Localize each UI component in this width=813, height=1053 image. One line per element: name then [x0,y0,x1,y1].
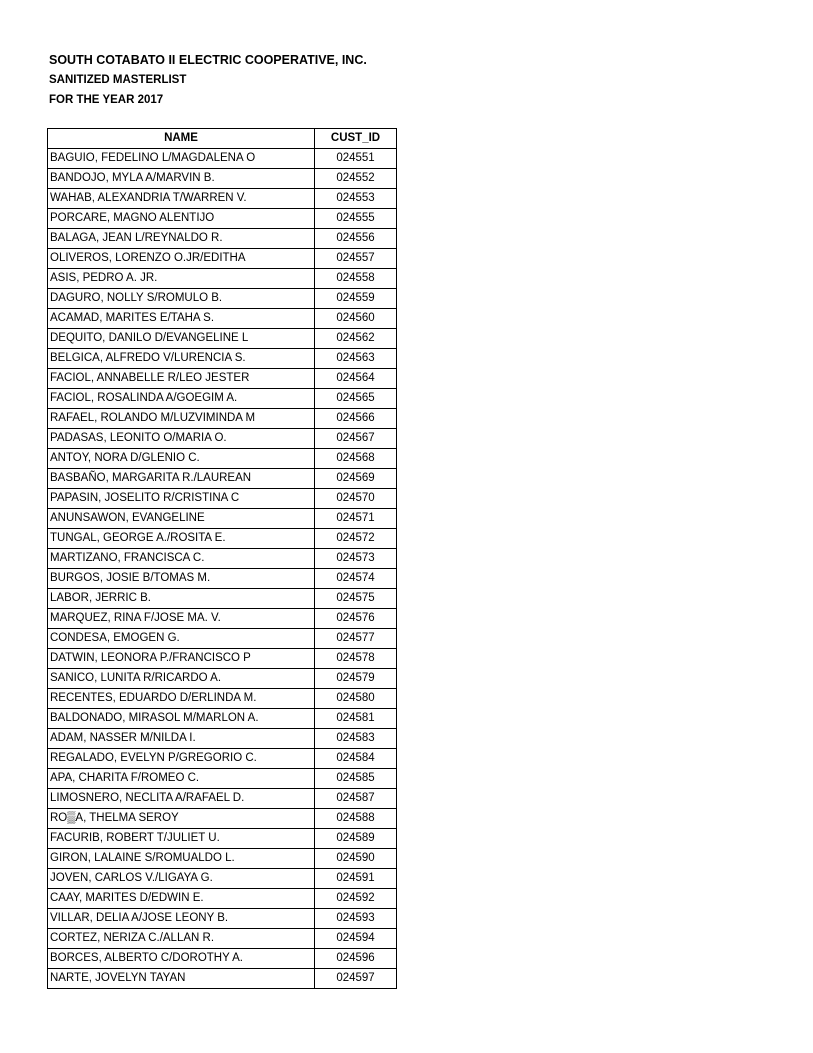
cell-cust-id: 024558 [315,269,397,289]
table-row [48,509,397,529]
cell-cust-id: 024581 [315,709,397,729]
cell-cust-id: 024567 [315,429,397,449]
cell-cust-id: 024559 [315,289,397,309]
cell-name: ASIS, PEDRO A. JR. [48,269,315,289]
table-row [48,409,397,429]
cell-name: BANDOJO, MYLA A/MARVIN B. [48,169,315,189]
cell-name: BALDONADO, MIRASOL M/MARLON A. [48,709,315,729]
cell-cust-id: 024590 [315,849,397,869]
cell-name: SANICO, LUNITA R/RICARDO A. [48,669,315,689]
cell-name: MARTIZANO, FRANCISCA C. [48,549,315,569]
cell-name: PAPASIN, JOSELITO R/CRISTINA C [48,489,315,509]
cell-cust-id: 024553 [315,189,397,209]
table-row [48,209,397,229]
cell-cust-id: 024592 [315,889,397,909]
table-row [48,149,397,169]
cell-name: PADASAS, LEONITO O/MARIA O. [48,429,315,449]
table-header-row [48,129,397,149]
cell-name: FACIOL, ANNABELLE R/LEO JESTER [48,369,315,389]
cell-name: MARQUEZ, RINA F/JOSE MA. V. [48,609,315,629]
cell-cust-id: 024566 [315,409,397,429]
table-row [48,909,397,929]
document-header [49,50,367,110]
masterlist-table [47,128,397,989]
cell-cust-id: 024594 [315,929,397,949]
cell-name: JOVEN, CARLOS V./LIGAYA G. [48,869,315,889]
table-row [48,849,397,869]
cell-name: APA, CHARITA F/ROMEO C. [48,769,315,789]
cell-cust-id: 024560 [315,309,397,329]
cell-name: CAAY, MARITES D/EDWIN E. [48,889,315,909]
cell-cust-id: 024591 [315,869,397,889]
table-row [48,949,397,969]
cell-cust-id: 024585 [315,769,397,789]
table-row [48,969,397,989]
cell-cust-id: 024562 [315,329,397,349]
cell-cust-id: 024580 [315,689,397,709]
table-row [48,249,397,269]
table-row [48,689,397,709]
cell-cust-id: 024569 [315,469,397,489]
table-row [48,709,397,729]
cell-name: NARTE, JOVELYN TAYAN [48,969,315,989]
table-row [48,289,397,309]
cell-name: PORCARE, MAGNO ALENTIJO [48,209,315,229]
table-row [48,309,397,329]
document-period: FOR THE YEAR 2017 [49,94,164,106]
table-row [48,229,397,249]
cell-name: REGALADO, EVELYN P/GREGORIO C. [48,749,315,769]
cell-name: ADAM, NASSER M/NILDA I. [48,729,315,749]
cell-name: FACURIB, ROBERT T/JULIET U. [48,829,315,849]
column-header-name: NAME [48,129,315,149]
cell-cust-id: 024571 [315,509,397,529]
cell-cust-id: 024555 [315,209,397,229]
cell-cust-id: 024573 [315,549,397,569]
table-row [48,329,397,349]
cell-name: DAGURO, NOLLY S/ROMULO B. [48,289,315,309]
table-row [48,649,397,669]
organization-title: SOUTH COTABATO II ELECTRIC COOPERATIVE, INC. [49,53,367,67]
cell-name: GIRON, LALAINE S/ROMUALDO L. [48,849,315,869]
table-row [48,669,397,689]
table-row [48,609,397,629]
table-row [48,189,397,209]
table-row [48,429,397,449]
cell-name: RAFAEL, ROLANDO M/LUZVIMINDA M [48,409,315,429]
table-body [48,149,397,989]
cell-name: BASBAÑO, MARGARITA R./LAUREAN [48,469,315,489]
cell-cust-id: 024588 [315,809,397,829]
table-row [48,629,397,649]
cell-name: ANTOY, NORA D/GLENIO C. [48,449,315,469]
cell-cust-id: 024556 [315,229,397,249]
table-row [48,769,397,789]
table-row [48,569,397,589]
table-row [48,269,397,289]
cell-cust-id: 024575 [315,589,397,609]
cell-name: BELGICA, ALFREDO V/LURENCIA S. [48,349,315,369]
cell-name: DATWIN, LEONORA P./FRANCISCO P [48,649,315,669]
table-row [48,489,397,509]
cell-cust-id: 024572 [315,529,397,549]
cell-cust-id: 024578 [315,649,397,669]
table-row [48,529,397,549]
cell-name: FACIOL, ROSALINDA A/GOEGIM A. [48,389,315,409]
column-header-cust-id: CUST_ID [315,129,397,149]
cell-name: RECENTES, EDUARDO D/ERLINDA M. [48,689,315,709]
table-row [48,729,397,749]
cell-cust-id: 024589 [315,829,397,849]
table-row [48,809,397,829]
cell-name: BURGOS, JOSIE B/TOMAS M. [48,569,315,589]
table-row [48,829,397,849]
cell-name: DEQUITO, DANILO D/EVANGELINE L [48,329,315,349]
cell-cust-id: 024563 [315,349,397,369]
table-row [48,869,397,889]
table-row [48,389,397,409]
cell-name: BORCES, ALBERTO C/DOROTHY A. [48,949,315,969]
cell-cust-id: 024593 [315,909,397,929]
cell-cust-id: 024577 [315,629,397,649]
cell-name: ANUNSAWON, EVANGELINE [48,509,315,529]
cell-name: OLIVEROS, LORENZO O.JR/EDITHA [48,249,315,269]
table-row [48,449,397,469]
cell-cust-id: 024552 [315,169,397,189]
cell-name: LIMOSNERO, NECLITA A/RAFAEL D. [48,789,315,809]
table-row [48,169,397,189]
cell-cust-id: 024597 [315,969,397,989]
cell-cust-id: 024574 [315,569,397,589]
cell-name: BAGUIO, FEDELINO L/MAGDALENA O [48,149,315,169]
cell-cust-id: 024576 [315,609,397,629]
cell-name: VILLAR, DELIA A/JOSE LEONY B. [48,909,315,929]
cell-cust-id: 024570 [315,489,397,509]
cell-name: ACAMAD, MARITES E/TAHA S. [48,309,315,329]
table-row [48,889,397,909]
document-subtitle: SANITIZED MASTERLIST [49,74,187,86]
cell-cust-id: 024583 [315,729,397,749]
table-row [48,549,397,569]
cell-name: CONDESA, EMOGEN G. [48,629,315,649]
table-row [48,789,397,809]
cell-cust-id: 024584 [315,749,397,769]
cell-name: WAHAB, ALEXANDRIA T/WARREN V. [48,189,315,209]
cell-cust-id: 024587 [315,789,397,809]
cell-cust-id: 024596 [315,949,397,969]
cell-cust-id: 024568 [315,449,397,469]
table-row [48,369,397,389]
table-row [48,469,397,489]
cell-name: BALAGA, JEAN L/REYNALDO R. [48,229,315,249]
table-row [48,589,397,609]
cell-name: CORTEZ, NERIZA C./ALLAN R. [48,929,315,949]
table-row [48,929,397,949]
table-row [48,749,397,769]
cell-cust-id: 024565 [315,389,397,409]
cell-name: RO▒A, THELMA SEROY [48,809,315,829]
cell-cust-id: 024564 [315,369,397,389]
cell-name: TUNGAL, GEORGE A./ROSITA E. [48,529,315,549]
cell-name: LABOR, JERRIC B. [48,589,315,609]
cell-cust-id: 024551 [315,149,397,169]
table-row [48,349,397,369]
cell-cust-id: 024579 [315,669,397,689]
cell-cust-id: 024557 [315,249,397,269]
